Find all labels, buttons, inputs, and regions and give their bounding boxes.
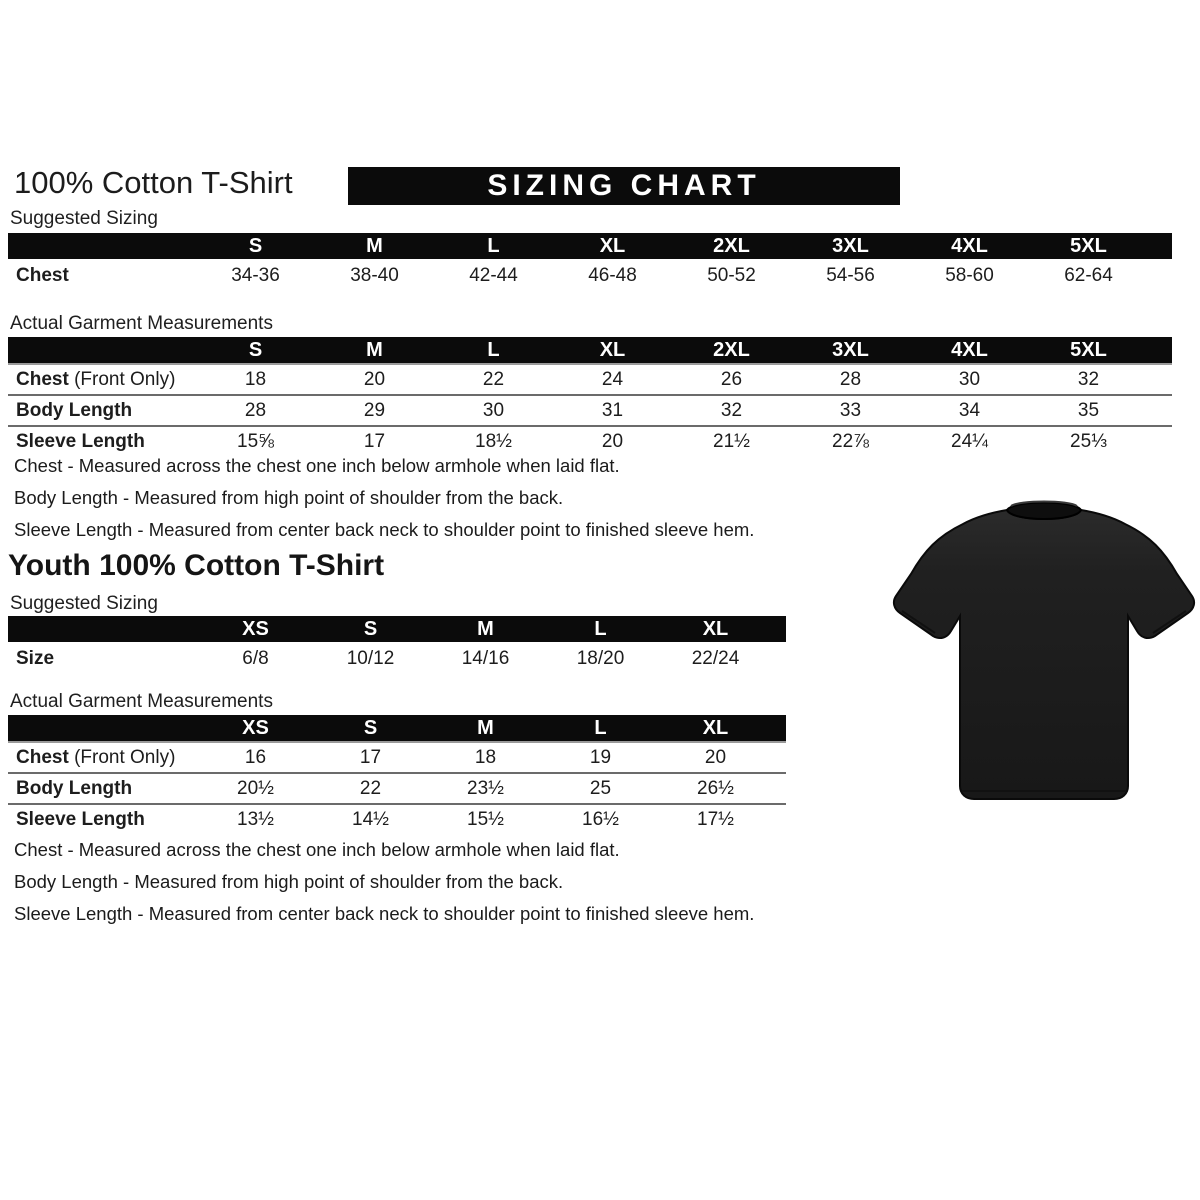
measurement-cell: 21½ [672, 426, 791, 456]
measurement-cell: 18/20 [576, 648, 625, 669]
row-label: Chest (Front Only) [16, 746, 176, 768]
size-column-header: 3XL [791, 337, 910, 364]
size-header-row [8, 337, 1172, 364]
empty-cell [1148, 395, 1172, 426]
measurement-cell: 15½ [428, 804, 543, 834]
table-row [8, 259, 1172, 293]
adult-actual-measurements-label: Actual Garment Measurements [10, 313, 273, 334]
measurement-cell: 20 [363, 368, 386, 390]
size-column-header: XS [198, 616, 313, 642]
measurement-cell: 15⅝ [196, 426, 315, 456]
row-label: Sleeve Length [8, 804, 198, 834]
row-label: Chest (Front Only) [16, 368, 176, 390]
measurement-cell: 16½ [543, 804, 658, 834]
empty-cell [773, 804, 786, 834]
row-label: Body Length [8, 395, 196, 426]
adult-suggested-sizing-label: Suggested Sizing [10, 208, 158, 229]
measurement-cell: 16 [244, 746, 267, 768]
empty-corner-cell [8, 233, 196, 259]
measurement-cell: 42-44 [469, 265, 518, 286]
measurement-cell: 18½ [434, 426, 553, 456]
size-column-header: L [434, 337, 553, 364]
adult-measurement-notes [14, 455, 754, 551]
size-column-header: 4XL [910, 337, 1029, 364]
youth-suggested-sizing-label: Suggested Sizing [10, 593, 158, 614]
measurement-cell: 22 [313, 773, 428, 804]
size-header-row [8, 715, 786, 742]
empty-corner-cell [1148, 337, 1172, 364]
empty-cell [1148, 364, 1172, 395]
measurement-cell: 10/12 [346, 648, 395, 669]
size-column-header: M [315, 233, 434, 259]
empty-cell [773, 742, 786, 773]
measurement-cell: 25 [543, 773, 658, 804]
size-column-header: XS [198, 715, 313, 742]
measurement-note: Chest - Measured across the chest one inch below armhole when laid flat. [14, 839, 620, 860]
size-column-header: L [434, 233, 553, 259]
empty-cell [1148, 426, 1172, 456]
measurement-cell: 24¼ [910, 426, 1029, 456]
page-title: 100% Cotton T-Shirt [14, 165, 293, 200]
measurement-cell: 29 [315, 395, 434, 426]
empty-corner-cell [773, 616, 786, 642]
empty-cell [773, 642, 786, 676]
measurement-cell: 14½ [313, 804, 428, 834]
measurement-note: Sleeve Length - Measured from center back neck to shoulder point to finished sleeve hem. [14, 903, 755, 924]
measurement-cell: 28 [196, 395, 315, 426]
measurement-cell: 58-60 [945, 265, 994, 286]
measurement-cell: 24 [601, 368, 624, 390]
size-column-header: XL [553, 233, 672, 259]
empty-corner-cell [1148, 233, 1172, 259]
measurement-cell: 23½ [428, 773, 543, 804]
empty-corner-cell [8, 715, 198, 742]
measurement-cell: 17 [359, 746, 382, 768]
table-row [8, 804, 786, 834]
youth-actual-measurements-table [8, 715, 786, 834]
measurement-cell: 26 [720, 368, 743, 390]
table-row [8, 773, 786, 804]
measurement-cell: 50-52 [707, 265, 756, 286]
measurement-cell: 32 [1077, 368, 1100, 390]
size-column-header: L [543, 715, 658, 742]
size-header-row [8, 616, 786, 642]
measurement-cell: 20 [553, 426, 672, 456]
row-label: Sleeve Length [8, 426, 196, 456]
size-column-header: XL [553, 337, 672, 364]
measurement-cell: 30 [958, 368, 981, 390]
measurement-cell: 13½ [198, 804, 313, 834]
measurement-note: Sleeve Length - Measured from center back neck to shoulder point to finished sleeve hem. [14, 519, 755, 540]
empty-corner-cell [8, 616, 198, 642]
youth-suggested-sizing-table [8, 616, 786, 676]
measurement-cell: 54-56 [826, 265, 875, 286]
measurement-cell: 6/8 [242, 648, 269, 669]
tshirt-image [886, 474, 1198, 806]
measurement-cell: 18 [474, 746, 497, 768]
empty-corner-cell [8, 337, 196, 364]
size-column-header: 2XL [672, 233, 791, 259]
adult-suggested-sizing-table [8, 233, 1172, 293]
table-row [8, 642, 786, 676]
measurement-cell: 17½ [658, 804, 773, 834]
size-header-row [8, 233, 1172, 259]
size-column-header: 5XL [1029, 233, 1148, 259]
measurement-cell: 34 [910, 395, 1029, 426]
tshirt-body-shape [894, 510, 1194, 799]
table-row [8, 364, 1172, 395]
youth-actual-measurements-label: Actual Garment Measurements [10, 691, 273, 712]
empty-cell [773, 773, 786, 804]
size-column-header: M [428, 715, 543, 742]
size-column-header: 2XL [672, 337, 791, 364]
tshirt-collar-shape [1007, 503, 1081, 520]
empty-corner-cell [773, 715, 786, 742]
measurement-cell: 22 [482, 368, 505, 390]
size-column-header: S [313, 715, 428, 742]
measurement-cell: 14/16 [461, 648, 510, 669]
youth-measurement-notes [14, 839, 754, 935]
measurement-cell: 32 [672, 395, 791, 426]
measurement-cell: 46-48 [588, 265, 637, 286]
measurement-cell: 28 [839, 368, 862, 390]
measurement-cell: 62-64 [1064, 265, 1113, 286]
size-column-header: S [313, 616, 428, 642]
row-label: Size [16, 648, 55, 669]
measurement-cell: 18 [244, 368, 267, 390]
size-column-header: L [543, 616, 658, 642]
size-column-header: XL [658, 715, 773, 742]
youth-section-title: Youth 100% Cotton T-Shirt [8, 549, 385, 582]
size-column-header: 4XL [910, 233, 1029, 259]
measurement-cell: 20½ [198, 773, 313, 804]
measurement-cell: 33 [791, 395, 910, 426]
measurement-cell: 38-40 [350, 265, 399, 286]
measurement-cell: 22⅞ [791, 426, 910, 456]
table-row [8, 742, 786, 773]
adult-actual-measurements-table [8, 337, 1172, 456]
measurement-cell: 26½ [658, 773, 773, 804]
measurement-cell: 30 [434, 395, 553, 426]
measurement-cell: 19 [589, 746, 612, 768]
measurement-cell: 31 [553, 395, 672, 426]
size-column-header: 5XL [1029, 337, 1148, 364]
measurement-cell: 34-36 [231, 265, 280, 286]
black-tshirt-graphic [886, 474, 1198, 806]
row-label: Body Length [8, 773, 198, 804]
measurement-cell: 20 [704, 746, 727, 768]
size-column-header: S [196, 233, 315, 259]
empty-cell [1148, 259, 1172, 293]
table-row [8, 395, 1172, 426]
measurement-note: Body Length - Measured from high point of shoulder from the back. [14, 487, 564, 508]
measurement-cell: 35 [1029, 395, 1148, 426]
size-column-header: M [428, 616, 543, 642]
sizing-chart-banner: SIZING CHART [348, 167, 900, 205]
measurement-cell: 22/24 [691, 648, 740, 669]
size-column-header: M [315, 337, 434, 364]
measurement-note: Chest - Measured across the chest one inch below armhole when laid flat. [14, 455, 620, 476]
measurement-note: Body Length - Measured from high point of shoulder from the back. [14, 871, 564, 892]
size-column-header: XL [658, 616, 773, 642]
size-column-header: 3XL [791, 233, 910, 259]
size-column-header: S [196, 337, 315, 364]
table-row [8, 426, 1172, 456]
measurement-cell: 17 [315, 426, 434, 456]
row-label: Chest [16, 265, 69, 286]
measurement-cell: 25⅓ [1029, 426, 1148, 456]
